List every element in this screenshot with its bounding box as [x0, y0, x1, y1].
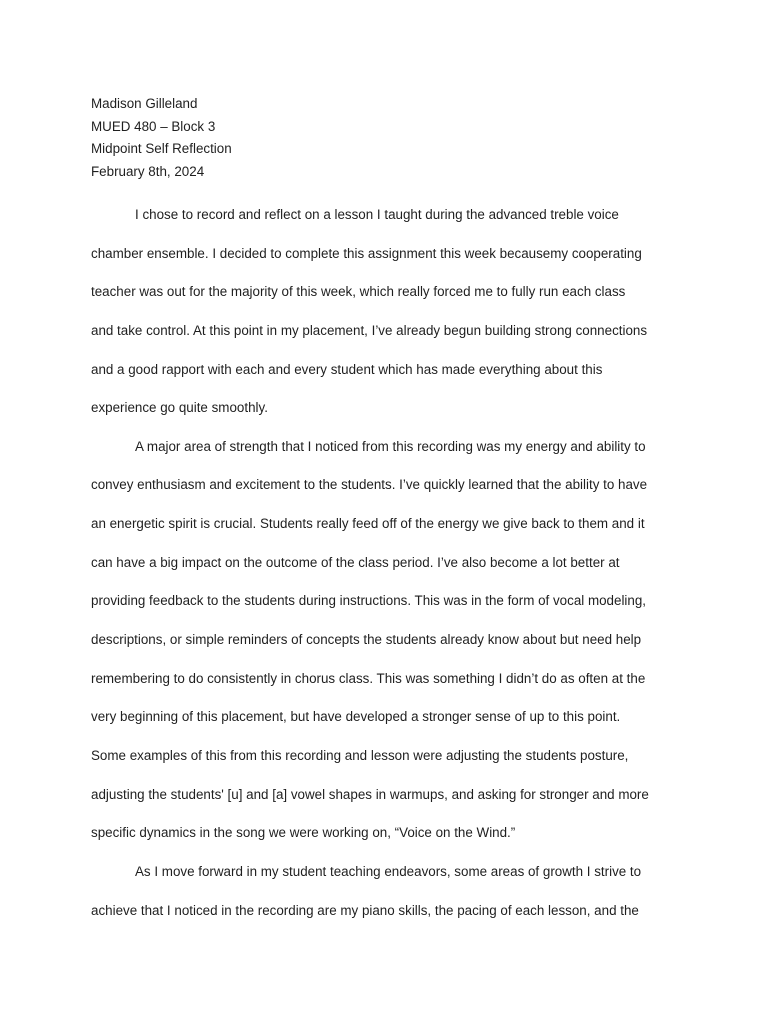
- text-line: an energetic spirit is crucial. Students really feed off of the energy we give back to them and it: [91, 516, 645, 532]
- text-line: teacher was out for the majority of this week, which really forced me to fully run each class: [91, 284, 626, 300]
- text-line: adjusting the students' [u] and [a] vowel shapes in warmups, and asking for stronger and more: [91, 786, 649, 802]
- assignment-title: Midpoint Self Reflection: [91, 141, 232, 157]
- document-body: [91, 196, 681, 930]
- text-line: and a good rapport with each and every student which has made everything about this: [91, 361, 603, 377]
- text-line: specific dynamics in the song we were working on, “Voice on the Wind.”: [91, 825, 516, 841]
- text-line: providing feedback to the students during instructions. This was in the form of vocal modeling,: [91, 593, 647, 609]
- text-line: very beginning of this placement, but have developed a stronger sense of up to this point.: [91, 709, 621, 725]
- paragraph-2: [91, 428, 681, 853]
- text-line: remembering to do consistently in chorus class. This was something I didn’t do as often at the: [91, 670, 646, 686]
- paragraph-3: [91, 853, 681, 930]
- paragraph-1: [91, 196, 681, 428]
- text-line: can have a big impact on the outcome of the class period. I’ve also become a lot better at: [91, 554, 620, 570]
- text-line: experience go quite smoothly.: [91, 400, 268, 416]
- text-line: Some examples of this from this recording and lesson were adjusting the students posture,: [91, 747, 629, 763]
- document-header: [91, 93, 691, 184]
- course-block: MUED 480 – Block 3: [91, 118, 216, 134]
- author-name: Madison Gilleland: [91, 96, 198, 111]
- document-date: February 8th, 2024: [91, 164, 205, 180]
- text-line: chamber ensemble. I decided to complete this assignment this week becausemy cooperating: [91, 245, 642, 261]
- text-line: I chose to record and reflect on a lesson I taught during the advanced treble voice: [135, 207, 619, 222]
- text-line: convey enthusiasm and excitement to the students. I’ve quickly learned that the ability to have: [91, 477, 648, 493]
- text-line: achieve that I noticed in the recording are my piano skills, the pacing of each lesson, and the: [91, 902, 639, 918]
- text-line: descriptions, or simple reminders of concepts the students already know about but need help: [91, 632, 642, 648]
- text-line: and take control. At this point in my placement, I’ve already begun building strong connections: [91, 322, 648, 338]
- text-line: A major area of strength that I noticed from this recording was my energy and ability to: [135, 438, 646, 454]
- text-line: As I move forward in my student teaching endeavors, some areas of growth I strive to: [135, 863, 642, 879]
